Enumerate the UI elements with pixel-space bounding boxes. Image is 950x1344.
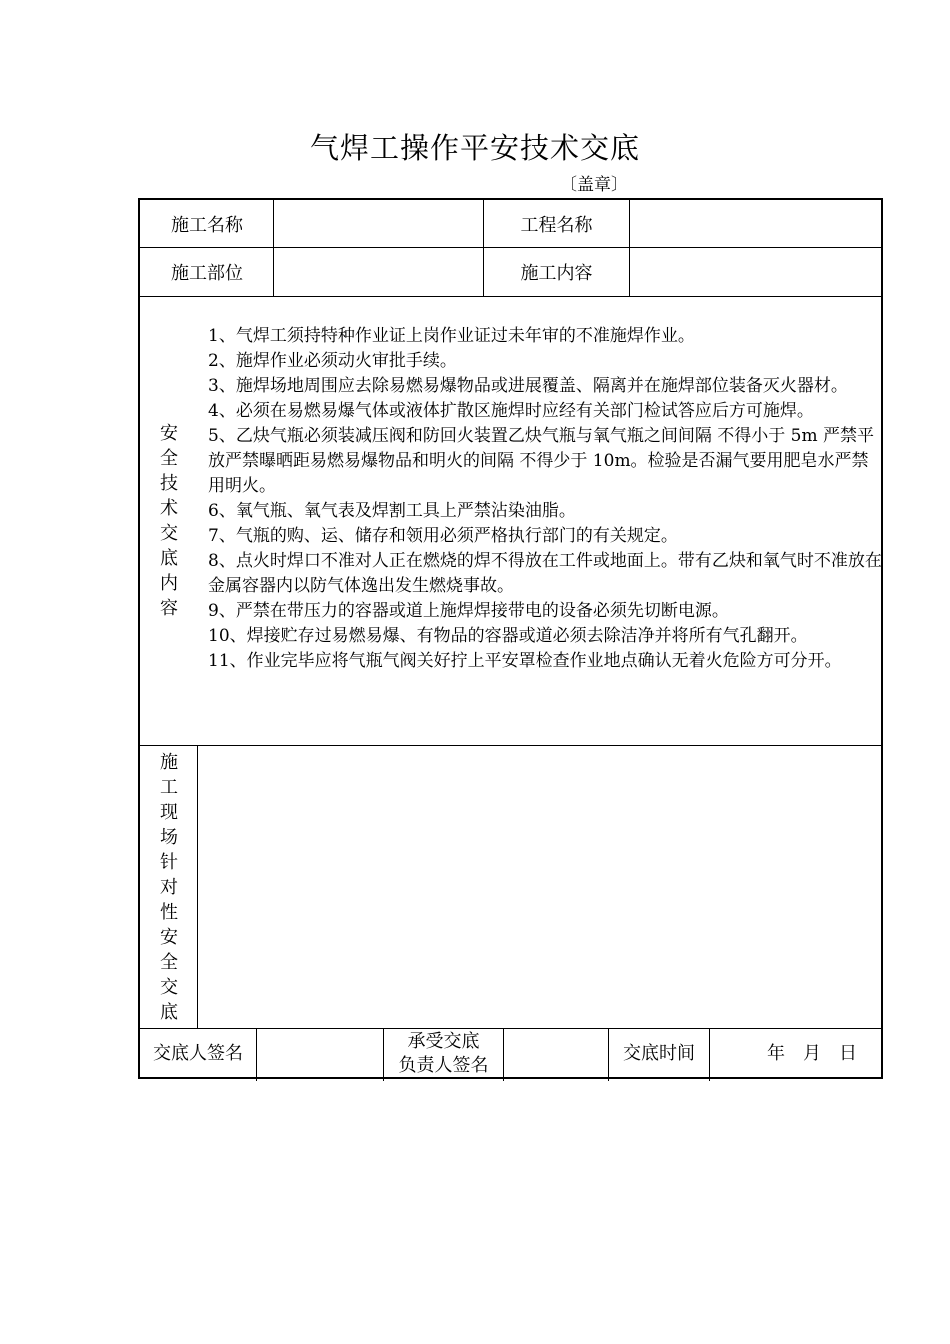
stamp-note: 〔盖章〕 — [560, 175, 628, 195]
document-title: 气焊工操作平安技术交底 — [309, 131, 640, 165]
project-name-field[interactable] — [630, 200, 883, 248]
site-label-char: 工 — [160, 776, 178, 798]
construction-part-label: 施工部位 — [171, 263, 243, 284]
safety-item: 4、必须在易燃易爆气体或液体扩散区施焊时应经有关部门检试答应后方可施焊。 — [208, 401, 814, 421]
site-label-char: 性 — [160, 901, 178, 923]
safety-label-char: 全 — [160, 448, 178, 469]
safety-label-char: 术 — [160, 498, 178, 519]
briefing-time-label: 交底时间 — [623, 1043, 695, 1064]
receiver-sign-label-line1: 承受交底 — [407, 1031, 480, 1052]
site-label-char: 交 — [160, 976, 178, 998]
site-label-char: 安 — [160, 926, 178, 948]
briefer-sign-field[interactable] — [257, 1029, 383, 1079]
site-briefing-field[interactable] — [199, 746, 883, 1028]
site-label-char: 施 — [160, 751, 178, 773]
receiver-sign-field[interactable] — [504, 1029, 608, 1079]
safety-item: 10、焊接贮存过易燃易爆、有物品的容器或道必须去除洁净并将所有气孔翻开。 — [208, 626, 808, 646]
project-name-label: 工程名称 — [520, 215, 593, 236]
construction-part-field[interactable] — [274, 248, 483, 296]
construction-name-label: 施工名称 — [171, 215, 243, 236]
row-divider-2 — [140, 296, 883, 297]
site-label-char: 对 — [160, 876, 178, 898]
construction-content-field[interactable] — [630, 248, 883, 296]
safety-label-char: 内 — [160, 573, 178, 594]
construction-name-field[interactable] — [274, 200, 483, 248]
safety-label-char: 技 — [160, 473, 178, 494]
briefing-form — [138, 198, 883, 1079]
safety-content-list — [208, 324, 884, 674]
safety-label-char: 容 — [160, 598, 178, 619]
site-label-char: 现 — [160, 801, 178, 823]
safety-item: 7、气瓶的购、运、储存和领用必须严格执行部门的有关规定。 — [208, 526, 678, 546]
briefing-time-field[interactable]: 年 月 日 — [767, 1043, 857, 1064]
site-label-char: 针 — [160, 851, 178, 873]
safety-item: 11、作业完毕应将气瓶气阀关好拧上平安罩检查作业地点确认无着火危险方可分开。 — [208, 651, 842, 671]
site-label-char: 全 — [160, 951, 178, 973]
safety-item: 6、氧气瓶、氧气表及焊割工具上严禁沾染油脂。 — [208, 501, 576, 521]
safety-item: 5、乙炔气瓶必须装减压阀和防回火装置乙炔气瓶与氧气瓶之间间隔 不得小于 5m 严禁平放严禁曝晒距易燃易爆物品和明火的间隔 不得少于 10m。检验是否漏气要用肥皂水严禁用明火。 — [208, 426, 874, 496]
site-briefing-label — [140, 746, 198, 1028]
safety-item: 3、施焊场地周围应去除易燃易爆物品或进展覆盖、隔离并在施焊部位装备灭火器材。 — [208, 376, 848, 396]
site-label-char: 底 — [160, 1001, 178, 1023]
safety-label-char: 底 — [160, 548, 178, 569]
safety-item: 2、施焊作业必须动火审批手续。 — [208, 351, 457, 371]
safety-item: 8、点火时焊口不准对人正在燃烧的焊不得放在工件或地面上。带有乙炔和氧气时不准放在金属容器内以防气体逸出发生燃烧事故。 — [208, 551, 882, 596]
briefer-sign-label: 交底人签名 — [153, 1043, 243, 1064]
safety-content-label — [140, 297, 198, 745]
receiver-sign-label — [384, 1029, 503, 1079]
safety-item: 1、气焊工须持特种作业证上岗作业证过未年审的不准施焊作业。 — [208, 326, 695, 346]
safety-label-char: 交 — [160, 523, 178, 544]
safety-label-char: 安 — [160, 423, 178, 444]
safety-item: 9、严禁在带压力的容器或道上施焊焊接带电的设备必须先切断电源。 — [208, 601, 729, 621]
site-label-char: 场 — [160, 826, 178, 848]
receiver-sign-label-line2: 负责人签名 — [398, 1055, 489, 1076]
construction-content-label: 施工内容 — [520, 263, 593, 284]
